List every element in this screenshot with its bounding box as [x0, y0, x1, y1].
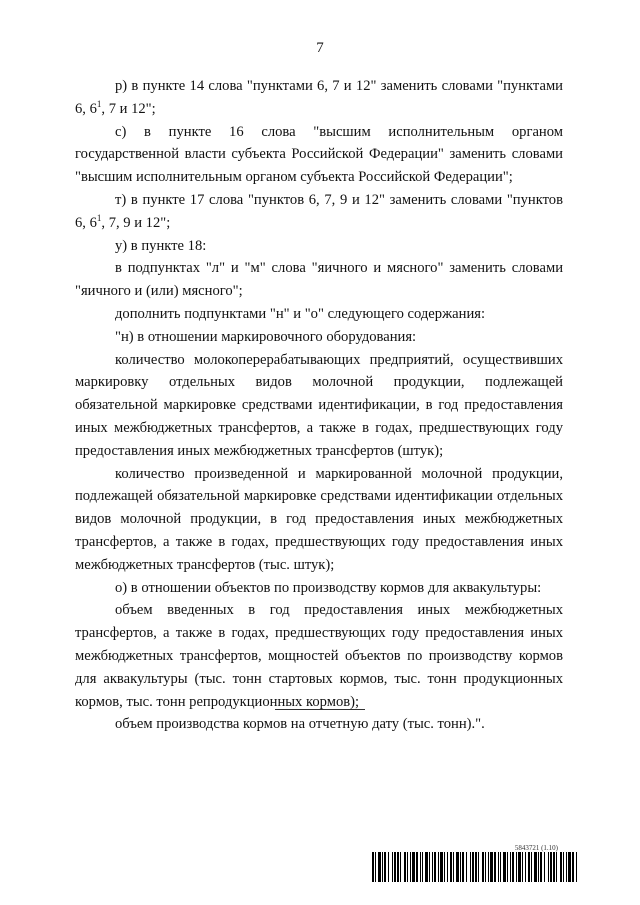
- barcode-bar: [522, 852, 523, 882]
- barcode-bar: [540, 852, 542, 882]
- barcode-icon: [372, 852, 577, 882]
- barcode-bar: [566, 852, 567, 882]
- barcode-bar: [447, 852, 448, 882]
- paragraph-t: [75, 189, 563, 235]
- barcode-bar: [485, 852, 486, 882]
- paragraph-n-item-1: количество молокоперерабатывающих предприятий, осуществивших маркировку отдельных видов молочной продукции, подлежащей обязательной маркировке средствами идентификации, в год предоставления иных межбюджетных трансфертов, а также в годах, предшествующих году предоставления иных межбюджетных трансфертов (штук);: [75, 351, 563, 459]
- barcode-bar: [488, 852, 489, 882]
- barcode-bar: [394, 852, 396, 882]
- paragraph-text: р) в пункте 14 слова "пунктами 6, 7 и 12" заменить словами "пунктами 6, 6: [75, 78, 563, 117]
- barcode-bar: [438, 852, 439, 882]
- barcode-bar: [375, 852, 376, 882]
- barcode-bar: [563, 852, 564, 882]
- paragraph-n-item-2: количество произведенной и маркированной молочной продукции, подлежащей обязательной маркировке средствами идентификации отдельных видов молочной продукции, в год предоставления иных межбюджетных трансфертов, а также в годах, предшествующих году предоставления иных межбюджетных трансфертов (тыс. штук);: [75, 465, 563, 573]
- barcode-bar: [528, 852, 530, 882]
- barcode-bar: [460, 852, 461, 882]
- end-separator-line: [275, 709, 365, 710]
- paragraph-text: т) в пункте 17 слова "пунктов 6, 7, 9 и 12" заменить словами "пунктов 6, 6: [75, 191, 563, 231]
- barcode-bar: [503, 852, 506, 882]
- barcode-bar: [518, 852, 521, 882]
- barcode-bar: [553, 852, 555, 882]
- barcode-bar: [372, 852, 374, 882]
- document-code: 5843721 (1.10): [514, 844, 558, 852]
- barcode-bar: [498, 852, 499, 882]
- barcode-bar: [407, 852, 408, 882]
- barcode-bar: [560, 852, 562, 882]
- page-number: 7: [316, 40, 324, 56]
- barcode-bar: [432, 852, 433, 882]
- barcode-bar: [525, 852, 526, 882]
- barcode-bar: [494, 852, 496, 882]
- barcode-bar: [392, 852, 393, 882]
- paragraph-o-item-2: объем производства кормов на отчетную дату (тыс. тонн).".: [115, 716, 485, 733]
- barcode-bar: [410, 852, 411, 882]
- barcode-bar: [382, 852, 383, 882]
- paragraph-text: , 7 и 12";: [101, 100, 156, 117]
- barcode-bar: [388, 852, 389, 882]
- barcode-bar: [516, 852, 517, 882]
- barcode-bar: [429, 852, 430, 882]
- barcode-bar: [397, 852, 399, 882]
- paragraph-n-heading: "н) в отношении маркировочного оборудования:: [115, 328, 417, 345]
- barcode-bar: [556, 852, 557, 882]
- paragraph-text: , 7, 9 и 12";: [101, 214, 171, 231]
- barcode-bar: [490, 852, 493, 882]
- barcode-bar: [538, 852, 539, 882]
- barcode-bar: [482, 852, 484, 882]
- superscript: 1: [96, 98, 102, 109]
- barcode-bar: [420, 852, 421, 882]
- paragraph-subpoints-l-m: в подпунктах "л" и "м" слова "яичного и мясного" заменить словами "яичного и (или) мясного";: [75, 260, 563, 300]
- barcode-bar: [478, 852, 479, 882]
- barcode-bar: [544, 852, 545, 882]
- barcode-bar: [572, 852, 574, 882]
- barcode-bar: [475, 852, 477, 882]
- paragraph-o-heading: о) в отношении объектов по производству кормов для аквакультуры:: [115, 579, 542, 596]
- barcode-bar: [444, 852, 445, 882]
- barcode-bar: [456, 852, 459, 882]
- barcode-bar: [507, 852, 508, 882]
- barcode-bar: [412, 852, 415, 882]
- barcode-bar: [450, 852, 452, 882]
- paragraph-o-item-1: объем введенных в год предоставления иных межбюджетных трансфертов, а также в годах, предшествующих году предоставления иных межбюджетных трансфертов, мощностей объектов по производству кормов для аквакультуры (тыс. тонн стартовых кормов, тыс. тонн продукционных кормов, тыс. тонн репродукционных кормов);: [75, 602, 563, 710]
- document-body: [75, 75, 563, 736]
- barcode-bar: [500, 852, 501, 882]
- paragraph-u: у) в пункте 18:: [115, 237, 207, 254]
- barcode-bar: [568, 852, 571, 882]
- barcode-bar: [378, 852, 381, 882]
- barcode-bar: [462, 852, 464, 882]
- barcode-bar: [512, 852, 514, 882]
- barcode-bar: [422, 852, 423, 882]
- paragraph-s: с) в пункте 16 слова "высшим исполнительным органом государственной власти субъекта Российской Федерации" заменить словами "высшим исполнительным органом субъекта Российской Федерации";: [75, 123, 563, 186]
- barcode-bar: [416, 852, 418, 882]
- paragraph-r: [75, 75, 563, 121]
- barcode-bar: [404, 852, 406, 882]
- barcode-bar: [531, 852, 532, 882]
- barcode-bar: [510, 852, 511, 882]
- barcode-bar: [400, 852, 401, 882]
- barcode-bar: [470, 852, 471, 882]
- barcode-bar: [472, 852, 474, 882]
- barcode-bar: [548, 852, 549, 882]
- barcode-bar: [550, 852, 552, 882]
- barcode-bar: [384, 852, 386, 882]
- barcode-bar: [434, 852, 436, 882]
- barcode-bar: [534, 852, 537, 882]
- barcode-bar: [425, 852, 428, 882]
- barcode-bar: [440, 852, 443, 882]
- barcode-bar: [576, 852, 577, 882]
- barcode-bar: [466, 852, 467, 882]
- paragraph-add-subpoints: дополнить подпунктами "н" и "о" следующего содержания:: [115, 305, 486, 322]
- barcode-bar: [453, 852, 454, 882]
- superscript: 1: [96, 212, 102, 223]
